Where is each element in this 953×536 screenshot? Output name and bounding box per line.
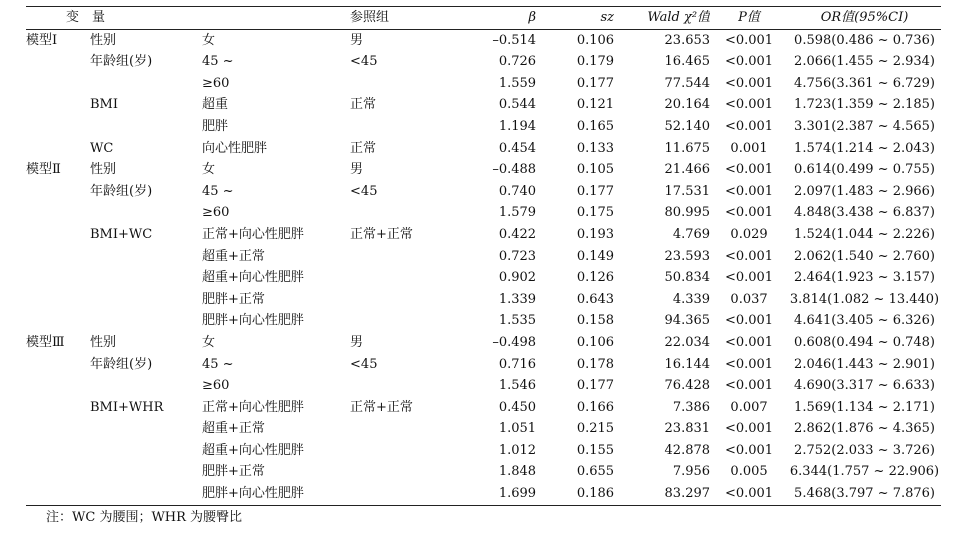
header-standard-error: sz bbox=[536, 7, 614, 30]
beta-cell: 0.422 bbox=[498, 226, 537, 242]
category-cell: 正常+向心性肥胖 bbox=[202, 226, 304, 242]
reference-cell bbox=[350, 461, 446, 483]
variable-cell: 年龄组(岁) bbox=[90, 54, 153, 70]
model-cell bbox=[26, 461, 90, 483]
se-cell: 0.175 bbox=[576, 205, 615, 221]
category-cell: 向心性肥胖 bbox=[202, 140, 268, 156]
category-cell: 肥胖+正常 bbox=[202, 464, 265, 480]
beta-cell: –0.514 bbox=[492, 32, 537, 48]
se-cell: 0.121 bbox=[576, 97, 615, 113]
p-value-cell: <0.001 bbox=[724, 75, 774, 91]
model-cell bbox=[26, 224, 90, 246]
wald-cell: 80.995 bbox=[664, 205, 711, 221]
reference-cell bbox=[350, 202, 446, 224]
model-cell bbox=[26, 51, 90, 73]
p-value-cell: 0.029 bbox=[730, 226, 768, 242]
beta-cell: 0.723 bbox=[498, 248, 537, 264]
reference-cell bbox=[350, 440, 446, 462]
reference-cell bbox=[350, 418, 446, 440]
se-cell: 0.133 bbox=[576, 140, 615, 156]
model-cell bbox=[26, 181, 90, 203]
beta-cell: 0.726 bbox=[498, 54, 537, 70]
table-row bbox=[26, 138, 941, 160]
reference-cell: <45 bbox=[350, 183, 378, 199]
table-footnote: 注：WC 为腰围；WHR 为腰臀比 bbox=[46, 510, 243, 525]
wald-cell: 7.956 bbox=[672, 464, 711, 480]
reference-cell: 正常+正常 bbox=[350, 226, 413, 242]
p-value-cell: <0.001 bbox=[724, 205, 774, 221]
model-cell bbox=[26, 483, 90, 505]
header-beta: β bbox=[446, 7, 536, 30]
variable-cell bbox=[90, 246, 202, 268]
p-value-cell: <0.001 bbox=[724, 334, 774, 350]
variable-cell: 年龄组(岁) bbox=[90, 183, 153, 199]
se-cell: 0.149 bbox=[576, 248, 615, 264]
or-ci-cell: 2.046(1.443 ~ 2.901) bbox=[794, 356, 935, 372]
table-row bbox=[26, 181, 941, 203]
or-ci-cell: 2.862(1.876 ~ 4.365) bbox=[794, 421, 935, 437]
reference-cell: <45 bbox=[350, 54, 378, 70]
header-reference-group: 参照组 bbox=[350, 7, 446, 30]
or-ci-cell: 2.062(1.540 ~ 2.760) bbox=[794, 248, 935, 264]
regression-table bbox=[26, 6, 941, 506]
se-cell: 0.166 bbox=[576, 399, 615, 415]
model-cell: 模型Ⅱ bbox=[26, 162, 61, 178]
table-row bbox=[26, 202, 941, 224]
model-cell bbox=[26, 202, 90, 224]
se-cell: 0.158 bbox=[576, 313, 615, 329]
or-ci-cell: 2.097(1.483 ~ 2.966) bbox=[794, 183, 935, 199]
wald-cell: 16.144 bbox=[664, 356, 711, 372]
or-ci-cell: 3.814(1.082 ~ 13.440) bbox=[789, 291, 940, 307]
wald-cell: 4.769 bbox=[672, 226, 711, 242]
header-variable: 变 量 bbox=[26, 7, 350, 30]
beta-cell: 0.544 bbox=[498, 97, 537, 113]
se-cell: 0.165 bbox=[576, 118, 615, 134]
or-ci-cell: 4.848(3.438 ~ 6.837) bbox=[794, 205, 935, 221]
header-or-ci: OR值(95%CI) bbox=[788, 7, 941, 30]
model-cell bbox=[26, 246, 90, 268]
or-ci-cell: 1.723(1.359 ~ 2.185) bbox=[794, 97, 935, 113]
variable-cell: 年龄组(岁) bbox=[90, 356, 153, 372]
reference-cell bbox=[350, 116, 446, 138]
wald-cell: 7.386 bbox=[672, 399, 711, 415]
beta-cell: 0.740 bbox=[498, 183, 537, 199]
table-row bbox=[26, 94, 941, 116]
beta-cell: 1.339 bbox=[498, 291, 537, 307]
or-ci-cell: 1.524(1.044 ~ 2.226) bbox=[794, 226, 935, 242]
header-p-value: P值 bbox=[710, 7, 788, 30]
reference-cell: 男 bbox=[350, 334, 364, 350]
table-row bbox=[26, 246, 941, 268]
beta-cell: 1.012 bbox=[498, 442, 537, 458]
se-cell: 0.193 bbox=[576, 226, 615, 242]
model-cell bbox=[26, 289, 90, 311]
beta-cell: 1.848 bbox=[498, 464, 537, 480]
p-value-cell: <0.001 bbox=[724, 356, 774, 372]
se-cell: 0.126 bbox=[576, 270, 615, 286]
reference-cell bbox=[350, 246, 446, 268]
p-value-cell: 0.007 bbox=[730, 399, 768, 415]
table-row bbox=[26, 289, 941, 311]
variable-cell bbox=[90, 310, 202, 332]
header-wald-chi-square: Wald χ²值 bbox=[614, 7, 710, 30]
p-value-cell: <0.001 bbox=[724, 183, 774, 199]
se-cell: 0.186 bbox=[536, 483, 614, 505]
wald-cell: 52.140 bbox=[664, 118, 711, 134]
reference-cell bbox=[350, 289, 446, 311]
wald-cell: 20.164 bbox=[664, 97, 711, 113]
reference-cell bbox=[350, 267, 446, 289]
model-cell bbox=[26, 116, 90, 138]
variable-cell: WC bbox=[90, 140, 114, 156]
or-ci-cell: 2.464(1.923 ~ 3.157) bbox=[794, 270, 935, 286]
se-cell: 0.179 bbox=[576, 54, 615, 70]
table-row bbox=[26, 224, 941, 246]
category-cell: 超重+正常 bbox=[202, 421, 265, 437]
p-value-cell: <0.001 bbox=[724, 32, 774, 48]
or-ci-cell: 5.468(3.797 ~ 7.876) bbox=[788, 483, 941, 505]
category-cell: 肥胖+正常 bbox=[202, 291, 265, 307]
variable-cell: 性别 bbox=[90, 334, 117, 350]
table-body bbox=[26, 29, 941, 505]
or-ci-cell: 0.614(0.499 ~ 0.755) bbox=[794, 162, 935, 178]
variable-cell: 性别 bbox=[90, 32, 117, 48]
p-value-cell: <0.001 bbox=[724, 421, 774, 437]
model-cell bbox=[26, 138, 90, 160]
reference-cell: <45 bbox=[350, 356, 378, 372]
beta-cell: 1.559 bbox=[498, 75, 537, 91]
category-cell: 女 bbox=[202, 162, 216, 178]
header-row bbox=[26, 7, 941, 30]
wald-cell: 42.878 bbox=[664, 442, 711, 458]
wald-cell: 50.834 bbox=[664, 270, 711, 286]
regression-table-container bbox=[26, 6, 941, 506]
or-ci-cell: 1.569(1.134 ~ 2.171) bbox=[794, 399, 935, 415]
table-row bbox=[26, 51, 941, 73]
category-cell: ≥60 bbox=[202, 205, 230, 221]
model-cell bbox=[26, 375, 90, 397]
se-cell: 0.106 bbox=[576, 32, 615, 48]
reference-cell: 正常+正常 bbox=[350, 399, 413, 415]
beta-cell: –0.488 bbox=[492, 162, 537, 178]
wald-cell: 23.831 bbox=[664, 421, 711, 437]
table-row bbox=[26, 461, 941, 483]
p-value-cell: 0.005 bbox=[730, 464, 768, 480]
variable-cell bbox=[90, 267, 202, 289]
table-row bbox=[26, 418, 941, 440]
reference-cell bbox=[350, 375, 446, 397]
category-cell: ≥60 bbox=[202, 75, 230, 91]
beta-cell: 1.194 bbox=[498, 118, 537, 134]
category-cell: 45 ~ bbox=[202, 183, 234, 199]
reference-cell: 正常 bbox=[350, 97, 377, 113]
or-ci-cell: 0.598(0.486 ~ 0.736) bbox=[794, 32, 935, 48]
wald-cell: 23.653 bbox=[664, 32, 711, 48]
model-cell bbox=[26, 94, 90, 116]
wald-cell: 23.593 bbox=[664, 248, 711, 264]
variable-cell bbox=[90, 418, 202, 440]
variable-cell bbox=[90, 73, 202, 95]
category-cell: 超重+正常 bbox=[202, 248, 265, 264]
se-cell: 0.178 bbox=[576, 356, 615, 372]
wald-cell: 83.297 bbox=[614, 483, 710, 505]
beta-cell: 0.450 bbox=[498, 399, 537, 415]
category-cell: ≥60 bbox=[202, 378, 230, 394]
category-cell: 正常+向心性肥胖 bbox=[202, 399, 304, 415]
se-cell: 0.215 bbox=[576, 421, 615, 437]
model-cell bbox=[26, 310, 90, 332]
se-cell: 0.155 bbox=[576, 442, 615, 458]
table-row bbox=[26, 483, 941, 505]
variable-cell: BMI+WC bbox=[90, 226, 153, 242]
reference-cell: 男 bbox=[350, 162, 364, 178]
beta-cell: –0.498 bbox=[492, 334, 537, 350]
table-row bbox=[26, 159, 941, 181]
or-ci-cell: 4.641(3.405 ~ 6.326) bbox=[794, 313, 935, 329]
reference-cell bbox=[350, 73, 446, 95]
p-value-cell: 0.037 bbox=[730, 291, 768, 307]
p-value-cell: <0.001 bbox=[724, 378, 774, 394]
p-value-cell: <0.001 bbox=[724, 118, 774, 134]
model-cell bbox=[26, 267, 90, 289]
p-value-cell: <0.001 bbox=[724, 162, 774, 178]
table-row bbox=[26, 310, 941, 332]
model-cell: 模型Ⅰ bbox=[26, 32, 58, 48]
model-cell: 模型Ⅲ bbox=[26, 334, 65, 350]
p-value-cell: <0.001 bbox=[724, 313, 774, 329]
or-ci-cell: 2.752(2.033 ~ 3.726) bbox=[794, 442, 935, 458]
variable-cell bbox=[90, 461, 202, 483]
p-value-cell: <0.001 bbox=[710, 483, 788, 505]
reference-cell: 男 bbox=[350, 32, 364, 48]
table-row bbox=[26, 73, 941, 95]
beta-cell: 1.051 bbox=[498, 421, 537, 437]
wald-cell: 77.544 bbox=[664, 75, 711, 91]
beta-cell: 1.579 bbox=[498, 205, 537, 221]
variable-cell bbox=[90, 440, 202, 462]
p-value-cell: <0.001 bbox=[724, 270, 774, 286]
category-cell: 女 bbox=[202, 32, 216, 48]
se-cell: 0.106 bbox=[576, 334, 615, 350]
table-row bbox=[26, 267, 941, 289]
category-cell: 肥胖+向心性肥胖 bbox=[202, 313, 304, 329]
reference-cell bbox=[350, 310, 446, 332]
se-cell: 0.177 bbox=[576, 75, 615, 91]
wald-cell: 22.034 bbox=[664, 334, 711, 350]
table-row bbox=[26, 354, 941, 376]
model-cell bbox=[26, 397, 90, 419]
or-ci-cell: 4.690(3.317 ~ 6.633) bbox=[794, 378, 935, 394]
variable-cell bbox=[90, 116, 202, 138]
table-row bbox=[26, 29, 941, 51]
category-cell: 女 bbox=[202, 334, 216, 350]
beta-cell: 0.716 bbox=[498, 356, 537, 372]
variable-cell: BMI bbox=[90, 97, 118, 113]
variable-cell bbox=[90, 289, 202, 311]
or-ci-cell: 2.066(1.455 ~ 2.934) bbox=[794, 54, 935, 70]
reference-cell: 正常 bbox=[350, 140, 377, 156]
beta-cell: 1.546 bbox=[498, 378, 537, 394]
variable-cell: 性别 bbox=[90, 162, 117, 178]
table-row bbox=[26, 397, 941, 419]
variable-cell bbox=[90, 202, 202, 224]
wald-cell: 21.466 bbox=[664, 162, 711, 178]
variable-cell: BMI+WHR bbox=[90, 399, 164, 415]
category-cell: 超重+向心性肥胖 bbox=[202, 270, 304, 286]
p-value-cell: <0.001 bbox=[724, 442, 774, 458]
category-cell: 肥胖 bbox=[202, 118, 229, 134]
table-row bbox=[26, 332, 941, 354]
se-cell: 0.643 bbox=[576, 291, 615, 307]
se-cell: 0.177 bbox=[576, 378, 615, 394]
se-cell: 0.105 bbox=[576, 162, 615, 178]
variable-cell bbox=[90, 375, 202, 397]
p-value-cell: <0.001 bbox=[724, 248, 774, 264]
beta-cell: 1.699 bbox=[446, 483, 536, 505]
category-cell: 超重 bbox=[202, 97, 229, 113]
or-ci-cell: 6.344(1.757 ~ 22.906) bbox=[789, 464, 940, 480]
category-cell: 超重+向心性肥胖 bbox=[202, 442, 304, 458]
category-cell: 45 ~ bbox=[202, 356, 234, 372]
se-cell: 0.655 bbox=[576, 464, 615, 480]
table-row bbox=[26, 375, 941, 397]
category-cell: 45 ~ bbox=[202, 54, 234, 70]
model-cell bbox=[26, 440, 90, 462]
or-ci-cell: 4.756(3.361 ~ 6.729) bbox=[794, 75, 935, 91]
wald-cell: 16.465 bbox=[664, 54, 711, 70]
p-value-cell: <0.001 bbox=[724, 97, 774, 113]
category-cell: 肥胖+向心性肥胖 bbox=[202, 483, 350, 505]
model-cell bbox=[26, 354, 90, 376]
or-ci-cell: 0.608(0.494 ~ 0.748) bbox=[794, 334, 935, 350]
beta-cell: 1.535 bbox=[498, 313, 537, 329]
reference-cell bbox=[350, 483, 446, 505]
or-ci-cell: 3.301(2.387 ~ 4.565) bbox=[794, 118, 935, 134]
wald-cell: 17.531 bbox=[664, 183, 711, 199]
table-row bbox=[26, 440, 941, 462]
model-cell bbox=[26, 73, 90, 95]
table-row bbox=[26, 116, 941, 138]
wald-cell: 4.339 bbox=[672, 291, 711, 307]
wald-cell: 94.365 bbox=[664, 313, 711, 329]
wald-cell: 76.428 bbox=[664, 378, 711, 394]
beta-cell: 0.902 bbox=[498, 270, 537, 286]
or-ci-cell: 1.574(1.214 ~ 2.043) bbox=[794, 140, 935, 156]
wald-cell: 11.675 bbox=[664, 140, 711, 156]
se-cell: 0.177 bbox=[576, 183, 615, 199]
p-value-cell: <0.001 bbox=[724, 54, 774, 70]
p-value-cell: 0.001 bbox=[730, 140, 768, 156]
variable-cell bbox=[90, 483, 202, 505]
model-cell bbox=[26, 418, 90, 440]
beta-cell: 0.454 bbox=[498, 140, 537, 156]
